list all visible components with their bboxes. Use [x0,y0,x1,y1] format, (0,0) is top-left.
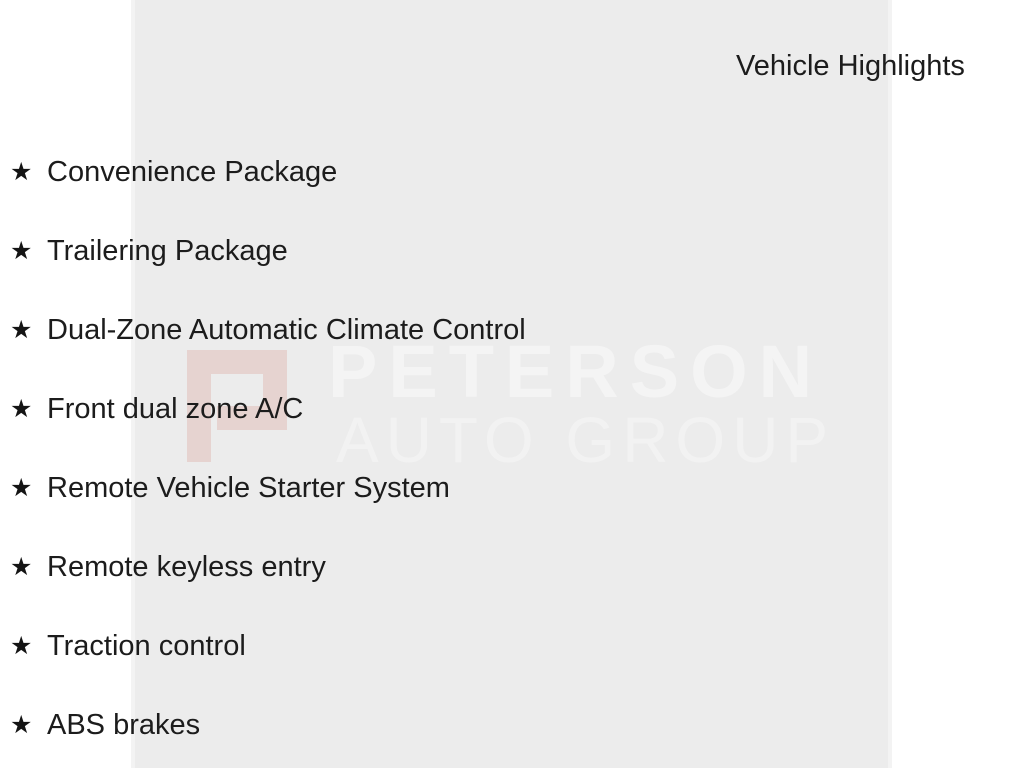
feature-label: Front dual zone A/C [47,393,304,425]
feature-list-item [8,607,526,686]
watermark-brand-name: PETERSON [328,330,824,413]
star-icon: ★ [10,632,33,660]
feature-label: Remote keyless entry [47,551,326,583]
feature-list-item [8,449,526,528]
page-title: Vehicle Highlights [736,50,965,82]
feature-label: Trailering Package [47,235,288,267]
feature-label: ABS brakes [47,709,201,741]
star-icon: ★ [10,237,33,265]
watermark-brand-subtitle: AUTO GROUP [336,404,836,476]
feature-label: Dual-Zone Automatic Climate Control [47,314,526,346]
star-icon: ★ [10,553,33,581]
feature-list-item [8,133,526,212]
feature-label: Traction control [47,630,246,662]
feature-list-item [8,370,526,449]
star-icon: ★ [10,474,33,502]
star-icon: ★ [10,395,33,423]
star-icon: ★ [10,316,33,344]
feature-label: Remote Vehicle Starter System [47,472,450,504]
feature-list-item [8,291,526,370]
feature-list-item [8,212,526,291]
star-icon: ★ [10,711,33,739]
feature-list-item [8,686,526,765]
star-icon: ★ [10,158,33,186]
feature-list-item [8,528,526,607]
feature-label: Convenience Package [47,156,338,188]
feature-list [8,133,526,765]
